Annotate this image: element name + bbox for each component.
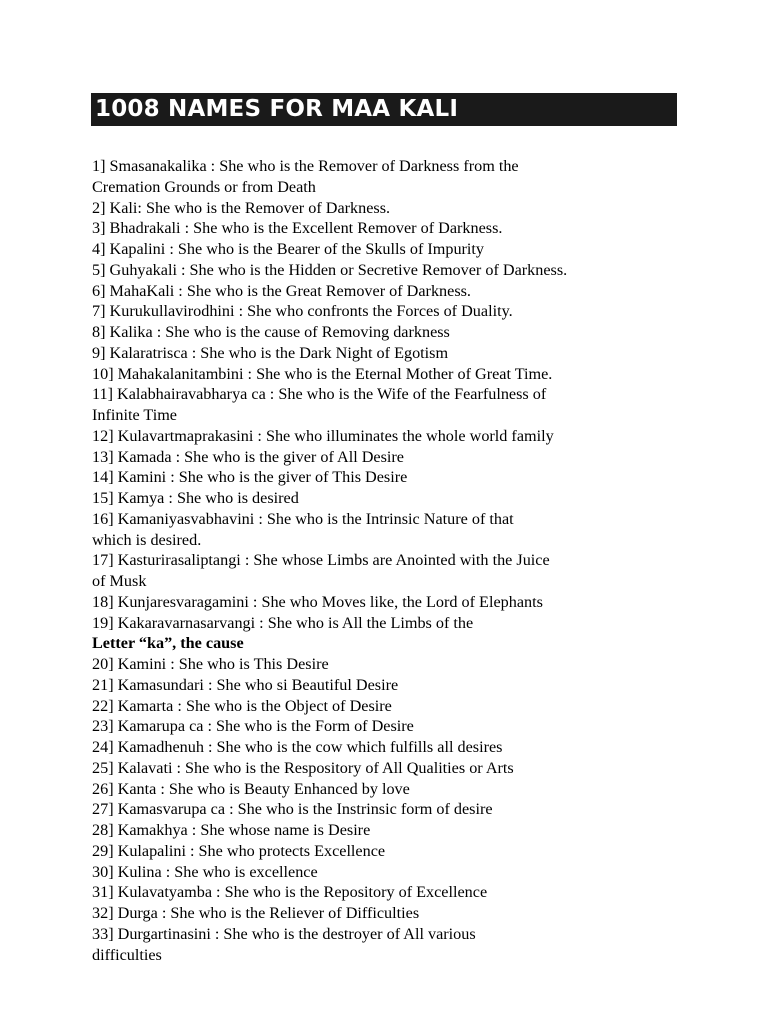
entry-line: 14] Kamini : She who is the giver of This Desire	[92, 468, 408, 487]
entry-line: Infinite Time	[92, 406, 177, 424]
entry-line: 5] Guhyakali : She who is the Hidden or Secretive Remover of Darkness.	[92, 260, 568, 279]
entry-line: 10] Mahakalanitambini : She who is the Eternal Mother of Great Time.	[92, 364, 553, 383]
entry-line: which is desired.	[92, 530, 202, 549]
entry-line: 6] MahaKali : She who is the Great Remover of Darkness.	[92, 281, 471, 300]
entry-line: 25] Kalavati : She who is the Respository of All Qualities or Arts	[92, 758, 514, 777]
entry-line: 22] Kamarta : She who is the Object of Desire	[92, 696, 392, 715]
entry-line: 23] Kamarupa ca : She who is the Form of Desire	[92, 717, 414, 736]
entry-line: 9] Kalaratrisca : She who is the Dark Night of Egotism	[92, 343, 449, 362]
entry-line: 29] Kulapalini : She who protects Excellence	[92, 841, 386, 860]
entry-line: 18] Kunjaresvaragamini : She who Moves like, the Lord of Elephants	[92, 592, 543, 611]
entry-line: 28] Kamakhya : She whose name is Desire	[92, 821, 371, 839]
entry-line: 11] Kalabhairavabharya ca : She who is the Wife of the Fearfulness of	[92, 385, 547, 404]
entry-line: 2] Kali: She who is the Remover of Darkness.	[92, 198, 391, 217]
entry-line: of Musk	[92, 572, 147, 590]
entry-line: 24] Kamadhenuh : She who is the cow which fulfills all desires	[92, 738, 503, 756]
entry-line: 21] Kamasundari : She who si Beautiful Desire	[92, 675, 399, 694]
entry-line: difficulties	[92, 945, 162, 964]
entry-line: 8] Kalika : She who is the cause of Removing darkness	[92, 323, 450, 341]
document-title: 1008 NAMES FOR MAA KALI	[95, 96, 459, 122]
entry-line: 19] Kakaravarnasarvangi : She who is All the Limbs of the	[92, 613, 474, 632]
entry-line: 20] Kamini : She who is This Desire	[92, 655, 329, 673]
names-list	[92, 156, 652, 965]
entry-line: Cremation Grounds or from Death	[92, 177, 316, 196]
entry-line: 31] Kulavatyamba : She who is the Repository of Excellence	[92, 883, 488, 902]
entry-line: 26] Kanta : She who is Beauty Enhanced by love	[92, 779, 410, 798]
entry-line: 15] Kamya : She who is desired	[92, 489, 299, 507]
entry-line: 7] Kurukullavirodhini : She who confronts the Forces of Duality.	[92, 302, 513, 321]
entry-line-bold: Letter “ka”, the cause	[92, 634, 244, 653]
entry-line: 4] Kapalini : She who is the Bearer of the Skulls of Impurity	[92, 240, 485, 258]
entry-line: 30] Kulina : She who is excellence	[92, 862, 318, 881]
entry-line: 12] Kulavartmaprakasini : She who illuminates the whole world family	[92, 426, 554, 445]
entry-line: 27] Kamasvarupa ca : She who is the Instrinsic form of desire	[92, 800, 493, 819]
entry-line: 13] Kamada : She who is the giver of All Desire	[92, 447, 404, 466]
entry-line: 3] Bhadrakali : She who is the Excellent Remover of Darkness.	[92, 219, 503, 238]
entry-line: 1] Smasanakalika : She who is the Remover of Darkness from the	[92, 157, 519, 175]
entry-line: 33] Durgartinasini : She who is the destroyer of All various	[92, 924, 476, 943]
entry-line: 32] Durga : She who is the Reliever of Difficulties	[92, 904, 420, 922]
entry-line: 16] Kamaniyasvabhavini : She who is the Intrinsic Nature of that	[92, 509, 514, 528]
title-banner	[91, 93, 677, 126]
entry-line: 17] Kasturirasaliptangi : She whose Limbs are Anointed with the Juice	[92, 551, 550, 570]
